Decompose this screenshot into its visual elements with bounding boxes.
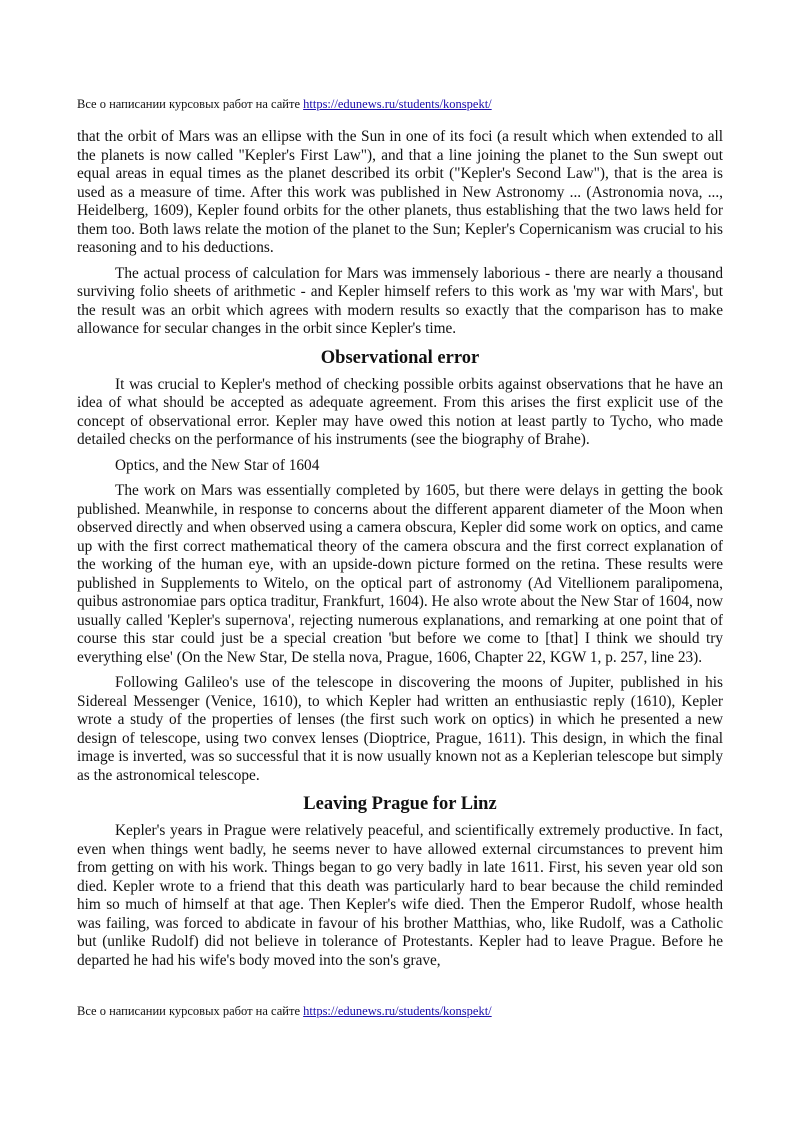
footer-link[interactable]: https://edunews.ru/students/konspekt/: [303, 1004, 492, 1018]
header-link[interactable]: https://edunews.ru/students/konspekt/: [303, 97, 492, 111]
footer-text: Все о написании курсовых работ на сайте: [77, 1004, 304, 1018]
page-footer: [77, 1004, 727, 1019]
section-heading-observational-error: Observational error: [320, 347, 480, 368]
paragraph: The work on Mars was essentially completed by 1605, but there were delays in getting the book published. Meanwhile, in response to concerns about the different apparent diameter of the Moon when observed directly and when observed using a camera obscura, Kepler did some work on optics, and came up with the first correct mathematical theory of the camera obscura and the first correct explanation of the working of the human eye, with an upside-down picture formed on the retina. These results were published in Supplements to Witelo, on the optical part of astronomy (Ad Vitellionem paralipomena, quibus astronomiae pars optica traditur, Frankfurt, 1604). He also wrote about the New Star of 1604, now usually called 'Kepler's supernova', rejecting numerous explanations, and remarking at one point that of course this star could just be a special creation 'but before we come to [that] I think we should try everything else' (On the New Star, De stella nova, Prague, 1606, Chapter 22, KGW 1, p. 257, line 23).: [77, 482, 723, 666]
section-heading-leaving-prague: Leaving Prague for Linz: [303, 794, 497, 814]
paragraph: It was crucial to Kepler's method of checking possible orbits against observations that he have an idea of what should be accepted as adequate agreement. From this arises the first explicit use of the concept of observational error. Kepler may have owed this notion at least partly to Tycho, who made detailed checks on the performance of his instruments (see the biography of Brahe).: [77, 375, 723, 448]
paragraph: Kepler's years in Prague were relatively peaceful, and scientifically extremely productive. In fact, even when things went badly, he seems never to have allowed external circumstances to prevent him from getting on with his work. Things began to go very badly in late 1611. First, his seven year old son died. Kepler wrote to a friend that this death was particularly hard to bear because the child reminded him so much of himself at that age. Then Kepler's wife died. Then the Emperor Rudolf, whose health was failing, was forced to abdicate in favour of his brother Matthias, who, like Rudolf, was a Catholic but (unlike Rudolf) did not believe in tolerance of Protestants. Kepler had to leave Prague. Before he departed he had his wife's body moved into the son's grave,: [77, 822, 723, 969]
subheading-optics: Optics, and the New Star of 1604: [115, 456, 320, 474]
page-header: [77, 97, 727, 112]
paragraph: The actual process of calculation for Mars was immensely laborious - there are nearly a thousand surviving folio sheets of arithmetic - and Kepler himself refers to this work as 'my war with Mars', but the result was an orbit which agrees with modern results so exactly that the comparison has to make allowance for secular changes in the orbit since Kepler's time.: [77, 264, 723, 337]
paragraph: that the orbit of Mars was an ellipse with the Sun in one of its foci (a result which when extended to all the planets is now called "Kepler's First Law"), and that a line joining the planet to the Sun swept out equal areas in equal times as the planet described its orbit ("Kepler's Second Law"), that is the area is used as a measure of time. After this work was published in New Astronomy ... (Astronomia nova, ..., Heidelberg, 1609), Kepler found orbits for the other planets, thus establishing that the two laws held for them too. Both laws relate the motion of the planet to the Sun; Kepler's Copernicanism was crucial to his reasoning and to his deductions.: [77, 128, 723, 256]
header-text: Все о написании курсовых работ на сайте: [77, 97, 304, 111]
page-content: [77, 128, 723, 977]
paragraph: Following Galileo's use of the telescope in discovering the moons of Jupiter, published in his Sidereal Messenger (Venice, 1610), to which Kepler had written an enthusiastic reply (1610), Kepler wrote a study of the properties of lenses (the first such work on optics) in which he presented a new design of telescope, using two convex lenses (Dioptrice, Prague, 1611). This design, in which the final image is inverted, was so successful that it is now usually known not as a Keplerian telescope but simply as the astronomical telescope.: [77, 674, 723, 784]
